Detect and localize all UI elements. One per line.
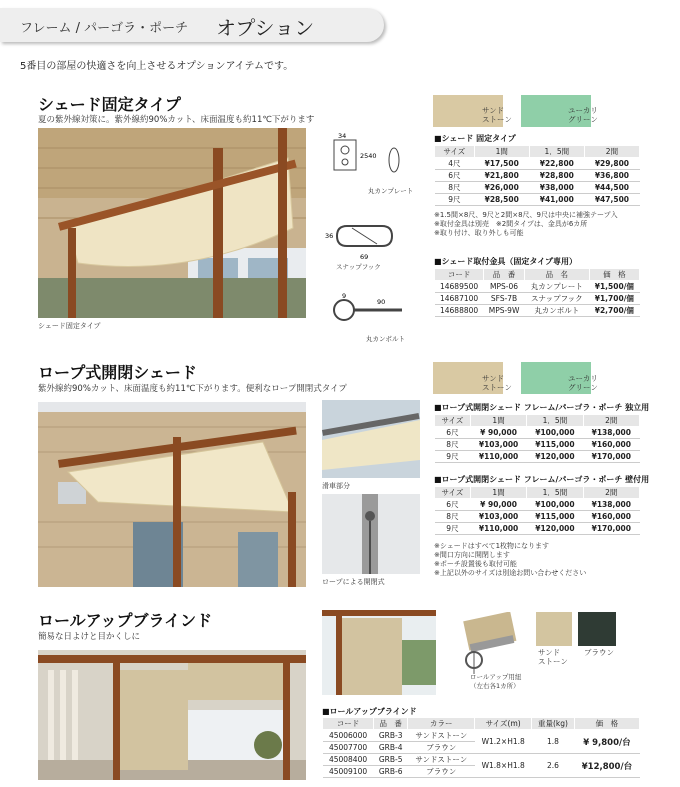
- table-row: [435, 194, 640, 206]
- cell: MPS-9W: [484, 305, 525, 317]
- cell: ¥ 90,000: [470, 427, 526, 439]
- col-header: 2間: [583, 487, 639, 499]
- pulley-photo: [322, 400, 420, 478]
- cell: 丸カンプレート: [524, 281, 589, 293]
- header-title: オプション: [216, 16, 315, 40]
- cell: ¥110,000: [470, 451, 526, 463]
- table-row: [435, 293, 640, 305]
- roll-detail-photo: [322, 610, 436, 695]
- note-line: ※上記以外のサイズは別途お問い合わせください: [434, 569, 587, 577]
- swatch-brown-label: ブラウン: [584, 648, 614, 657]
- roll-table-title: ■ロールアップブラインド: [322, 707, 417, 716]
- col-header: サイズ(m): [475, 718, 532, 730]
- cell: 4尺: [435, 158, 475, 170]
- cell: ¥138,000: [583, 499, 639, 511]
- ring-plate-diagram: [322, 130, 412, 190]
- snap-hook-label: スナップフック: [336, 263, 381, 271]
- svg-text:2540: 2540: [360, 152, 377, 160]
- cell: サンドストーン: [408, 730, 475, 742]
- cell: ¥ 9,800/台: [574, 730, 639, 754]
- cell: ¥17,500: [474, 158, 529, 170]
- cell: W1.8×H1.8: [475, 754, 532, 778]
- table-row: [435, 511, 640, 523]
- col-header: 1．5間: [529, 146, 584, 158]
- cell: ¥ 90,000: [470, 499, 526, 511]
- rope-photo: [38, 402, 306, 587]
- rope-t2-title: ■ロープ式開閉シェード フレーム/パーゴラ・ポーチ 壁付用: [434, 475, 650, 484]
- shade-notes: [434, 211, 618, 238]
- swatch-sandstone: [536, 612, 572, 646]
- note-line: ※取付金具は別売 ※2間タイプは、金具が6カ所: [434, 220, 588, 228]
- roll-desc: 簡易な日よけと目かくしに: [38, 632, 141, 642]
- col-header: 品 名: [524, 269, 589, 281]
- rope-t1-title: ■ロープ式開閉シェード フレーム/パーゴラ・ポーチ 独立用: [434, 403, 650, 412]
- cell: サンドストーン: [408, 754, 475, 766]
- shade-title: シェード固定タイプ: [38, 95, 181, 114]
- shade-photo-caption: シェード固定タイプ: [38, 322, 101, 330]
- table-row: [323, 754, 640, 766]
- rope-opener-caption: ロープによる開閉式: [322, 578, 385, 586]
- snap-hook-diagram: [322, 216, 412, 261]
- col-header: 1間: [470, 415, 526, 427]
- swatch-eucalyptus-label: ユーカリ グリーン: [568, 106, 598, 124]
- cell: 1.8: [532, 730, 575, 754]
- cell: 45007700: [323, 742, 374, 754]
- swatch-brown: [578, 612, 616, 646]
- ring-bolt-label: 丸カンボルト: [366, 335, 405, 343]
- cell: GRB-3: [374, 730, 408, 742]
- svg-text:34: 34: [338, 132, 347, 140]
- table-row: [435, 499, 640, 511]
- rope-desc: 紫外線約90%カット、床面温度も約11℃下がります。便利なロープ開閉式タイプ: [38, 384, 347, 394]
- cell: ¥110,000: [470, 523, 526, 535]
- rope-title: ロープ式開閉シェード: [38, 363, 197, 382]
- cell: ¥100,000: [527, 499, 583, 511]
- cell: ¥26,000: [474, 182, 529, 194]
- cell: ¥44,500: [584, 182, 639, 194]
- cell: ¥120,000: [527, 451, 583, 463]
- cell: ¥160,000: [583, 439, 639, 451]
- cell: スナップフック: [524, 293, 589, 305]
- col-header: サイズ: [435, 415, 471, 427]
- col-header: 1．5間: [527, 487, 583, 499]
- col-header: 1間: [470, 487, 526, 499]
- note-line: ※1.5間×8尺、9尺と2間×8尺、9尺は中央に補強テープ入: [434, 211, 618, 219]
- cell: GRB-6: [374, 766, 408, 778]
- cell: ¥2,700/個: [589, 305, 639, 317]
- cell: 9尺: [435, 451, 471, 463]
- cell: 8尺: [435, 439, 471, 451]
- cell: ブラウン: [408, 742, 475, 754]
- cell: 6尺: [435, 427, 471, 439]
- table-row: [435, 523, 640, 535]
- col-header: サイズ: [435, 487, 471, 499]
- col-header: 品 番: [484, 269, 525, 281]
- table-row: [323, 730, 640, 742]
- swatch-eucalyptus-label: ユーカリ グリーン: [568, 374, 598, 392]
- cell: ¥21,800: [474, 170, 529, 182]
- cell: ¥28,800: [529, 170, 584, 182]
- cell: SFS-7B: [484, 293, 525, 305]
- cell: ¥100,000: [527, 427, 583, 439]
- cell: 6尺: [435, 170, 475, 182]
- cell: ¥138,000: [583, 427, 639, 439]
- parts-table: [434, 268, 640, 317]
- shade-desc: 夏の紫外線対策に。紫外線約90%カット、床面温度も約11℃下がります: [38, 115, 315, 125]
- cell: ¥12,800/台: [574, 754, 639, 778]
- col-header: 品 番: [374, 718, 408, 730]
- cell: ¥41,000: [529, 194, 584, 206]
- cell: ¥115,000: [527, 511, 583, 523]
- col-header: コード: [435, 269, 484, 281]
- shade-price-table: [434, 145, 640, 206]
- shade-photo: [38, 128, 306, 318]
- cell: 2.6: [532, 754, 575, 778]
- cell: ¥22,800: [529, 158, 584, 170]
- cell: ¥120,000: [527, 523, 583, 535]
- note-line: ※ポーチ設置後も取付可能: [434, 560, 517, 568]
- col-header: 価 格: [589, 269, 639, 281]
- col-header: 2間: [584, 146, 639, 158]
- table-row: [435, 182, 640, 194]
- cell: ¥103,000: [470, 511, 526, 523]
- cell: ¥170,000: [583, 523, 639, 535]
- cell: 丸カンボルト: [524, 305, 589, 317]
- cell: ブラウン: [408, 766, 475, 778]
- cell: ¥1,700/個: [589, 293, 639, 305]
- table-row: [435, 170, 640, 182]
- shade-price-title: ■シェード 固定タイプ: [434, 134, 516, 143]
- col-header: 2間: [583, 415, 639, 427]
- table-row: [435, 281, 640, 293]
- cell: ¥160,000: [583, 511, 639, 523]
- rope-opener-photo: [322, 494, 420, 574]
- roll-table: [322, 717, 640, 778]
- cell: ¥47,500: [584, 194, 639, 206]
- cell: GRB-4: [374, 742, 408, 754]
- cell: 8尺: [435, 511, 471, 523]
- cell: 14687100: [435, 293, 484, 305]
- col-header: コード: [323, 718, 374, 730]
- note-line: ※間口方向に開閉します: [434, 551, 510, 559]
- swatch-sandstone-label: サンド ストーン: [538, 648, 568, 666]
- cell: ¥38,000: [529, 182, 584, 194]
- swatch-sandstone-label: サンド ストーン: [482, 374, 512, 392]
- svg-text:69: 69: [360, 253, 369, 261]
- col-header: 価 格: [574, 718, 639, 730]
- cell: 45008400: [323, 754, 374, 766]
- roll-mechanism-diagram: [462, 612, 518, 676]
- cell: ¥103,000: [470, 439, 526, 451]
- header-subtitle: フレーム / パーゴラ・ポーチ: [20, 21, 189, 36]
- cell: ¥115,000: [527, 439, 583, 451]
- note-line: ※シェードはすべて1枚物になります: [434, 542, 550, 550]
- cell: ¥36,800: [584, 170, 639, 182]
- col-header: 1間: [474, 146, 529, 158]
- note-line: ※取り付け、取り外しも可能: [434, 229, 524, 237]
- cell: ¥1,500/個: [589, 281, 639, 293]
- table-row: [435, 451, 640, 463]
- cell: 45006000: [323, 730, 374, 742]
- svg-text:36: 36: [325, 232, 334, 240]
- cell: MPS-06: [484, 281, 525, 293]
- roll-diagram-caption: ロールアップ用紐 （左右各1カ所）: [470, 673, 522, 690]
- cell: 9尺: [435, 194, 475, 206]
- roll-photo: [38, 650, 306, 780]
- cell: 8尺: [435, 182, 475, 194]
- svg-text:90: 90: [377, 298, 386, 306]
- table-row: [435, 427, 640, 439]
- table-row: [435, 439, 640, 451]
- cell: 6尺: [435, 499, 471, 511]
- ring-bolt-diagram: [322, 290, 412, 330]
- table-row: [435, 305, 640, 317]
- roll-title: ロールアップブラインド: [38, 611, 213, 630]
- cell: 9尺: [435, 523, 471, 535]
- rope-t2-table: [434, 486, 640, 535]
- rope-t1-table: [434, 414, 640, 463]
- cell: 45009100: [323, 766, 374, 778]
- col-header: サイズ: [435, 146, 475, 158]
- svg-text:9: 9: [342, 292, 347, 300]
- parts-title: ■シェード取付金具（固定タイプ専用）: [434, 257, 577, 266]
- cell: 14689500: [435, 281, 484, 293]
- col-header: 重量(kg): [532, 718, 575, 730]
- rope-notes: [434, 542, 586, 578]
- swatch-sandstone-label: サンド ストーン: [482, 106, 512, 124]
- table-row: [435, 158, 640, 170]
- lead-text: 5番目の部屋の快適さを向上させるオプションアイテムです。: [20, 61, 294, 72]
- cell: W1.2×H1.8: [475, 730, 532, 754]
- pulley-caption: 滑車部分: [322, 482, 350, 490]
- cell: GRB-5: [374, 754, 408, 766]
- header-tab: [0, 8, 384, 42]
- col-header: カラー: [408, 718, 475, 730]
- cell: ¥29,800: [584, 158, 639, 170]
- col-header: 1．5間: [527, 415, 583, 427]
- cell: ¥170,000: [583, 451, 639, 463]
- ring-plate-label: 丸カンプレート: [368, 187, 414, 195]
- cell: 14688800: [435, 305, 484, 317]
- cell: ¥28,500: [474, 194, 529, 206]
